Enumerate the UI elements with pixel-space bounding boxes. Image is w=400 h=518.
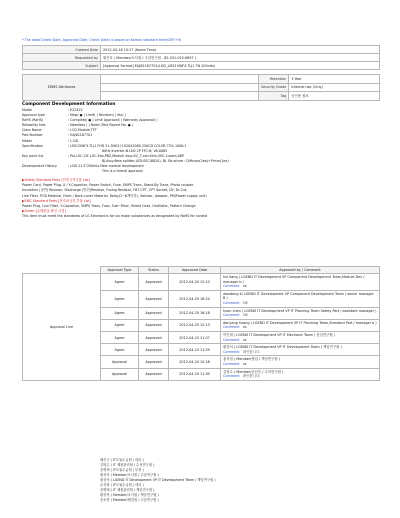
comment-line bbox=[223, 338, 377, 343]
approval-date-cell: 2012-04-23 11:07 bbox=[169, 331, 221, 343]
comment-line bbox=[223, 362, 377, 367]
keypoint-continuation: BLAssy:New splitter,LED:SSC(8820), BL Structure : Diffuser(2ea)+Prism(1ea) bbox=[102, 158, 229, 163]
history-value: : LGD 21.5"200nits New module development bbox=[68, 164, 144, 169]
approver-name: danyang huang ( LGEND IT Development VP IT Planning Team,Standard Part / manager b ) bbox=[223, 320, 377, 325]
safety-parts-list bbox=[22, 183, 380, 198]
component-field-value: : E2242C bbox=[68, 108, 83, 112]
document-header-table bbox=[22, 45, 380, 70]
approver-list bbox=[100, 458, 216, 503]
approval-comment-cell bbox=[221, 290, 380, 307]
approver-name: 이인재 ( LGEND IT Development VP IT Mechanic Team / 선임연구원 ) bbox=[223, 332, 336, 337]
comment-label: Comment bbox=[223, 325, 240, 330]
approval-status-cell: Approved bbox=[139, 331, 169, 343]
edms-attributes-table bbox=[22, 74, 380, 101]
approval-type-cell: Agree bbox=[101, 344, 139, 356]
approval-status-cell: Approved bbox=[139, 319, 169, 331]
approval-comment-cell bbox=[221, 307, 380, 319]
component-field-label: RoHS (RoHS) bbox=[22, 118, 44, 123]
comment-value: ok bbox=[242, 361, 247, 366]
approver-name: wandeng li( LGEND IT Development VP Component Development Team / senior manager B ) bbox=[223, 291, 374, 301]
keypoint-value: : Pol,LGC,CIF,LGC,Fob,PBZ,Module Assy:SC_T-con:Shin,SHC Lusem,08P bbox=[68, 153, 184, 158]
approval-comment-cell bbox=[221, 274, 380, 291]
comment-value: 확인합니다. bbox=[242, 374, 261, 379]
comment-label: Comment bbox=[223, 361, 240, 366]
approved-date-header: Approved Date bbox=[169, 267, 221, 274]
component-field-value: : LM215WF4-TLJ1 FHD 21.5INCH 1920X1080 250CD COLOR 72% 1000:1 bbox=[68, 143, 187, 148]
approver-name: 김영수 ( Member/공산부 / 수석연구원 ) bbox=[223, 369, 284, 374]
approval-comment-cell bbox=[221, 319, 380, 331]
approval-type-cell: Approval bbox=[101, 356, 139, 368]
approval-status-cell: Approved bbox=[139, 344, 169, 356]
approval-table bbox=[22, 266, 380, 381]
emc-parts-line: Power Plug, Line Filter, Y-Capacitor, SMPS Trans, Fuse, Sub~Filter, Shield Case, Oscillator, Pattern Change bbox=[22, 203, 196, 208]
component-field-label: Reliability test bbox=[22, 123, 46, 128]
approver-entry: 송병택 ( IT모듈수급팀 / 부장 ) bbox=[100, 468, 144, 472]
comment-label: Comment bbox=[223, 374, 240, 379]
approver-entry: 손선화 ( IT모듈수급팀 / 대리 ) bbox=[100, 483, 144, 487]
component-field-value: : L.GD bbox=[68, 138, 79, 143]
approval-type-cell: Agree bbox=[101, 290, 139, 307]
retention-label: Retention bbox=[259, 75, 289, 84]
approval-rows bbox=[23, 274, 380, 381]
requested-by-label: Requested by bbox=[23, 54, 101, 62]
approval-line-label: Approval Line bbox=[23, 274, 101, 381]
edms-attributes-label: EDMS Attributes bbox=[23, 75, 101, 101]
retention-value: 3 Year bbox=[289, 75, 380, 84]
approver-entry: 송조현 ( Member/협업팀 / 주임연구원 ) bbox=[100, 498, 159, 502]
component-field-label: Maker bbox=[22, 138, 33, 143]
comment-label: Comment bbox=[223, 284, 240, 289]
created-date-label: Created Date bbox=[23, 46, 101, 54]
comment-value: ok bbox=[242, 284, 247, 289]
component-field-label: Model bbox=[22, 108, 32, 112]
approval-date-cell: 2012-04-20 16:24 bbox=[169, 290, 221, 307]
comment-label: Comment bbox=[223, 300, 240, 305]
approver-entry: 황상석 ( Member/오사원 / 책임연구원 ) bbox=[100, 493, 159, 497]
approval-type-cell: Approval bbox=[101, 368, 139, 380]
approver-name: 홍석철 ( Member/협업 / 책임연구원 ) bbox=[223, 357, 281, 362]
approval-status-cell: Approved bbox=[139, 274, 169, 291]
security-grade-value: Internal use (Only) bbox=[289, 83, 380, 92]
approval-type-cell: Agree bbox=[101, 274, 139, 291]
approval-date-cell: 2012-04-20 12:10 bbox=[169, 274, 221, 291]
approval-date-cell: 2012-04-24 10:28 bbox=[169, 356, 221, 368]
approval-comment-cell bbox=[221, 368, 380, 380]
green-line: This item must meet the standards of LG Electronics for six major substances as designated by RoHS for control bbox=[22, 213, 208, 218]
green-list bbox=[22, 214, 380, 219]
approval-row bbox=[23, 274, 380, 291]
approver-entry: 송병택 ( IT 제품관리팀 / 책임연구원 ) bbox=[100, 488, 155, 492]
component-info-rows bbox=[22, 108, 380, 149]
comment-value: OK bbox=[242, 313, 248, 318]
comment-line bbox=[223, 325, 377, 330]
approver-name: 황상석 ( LGEND IT Development VP IT Development Team / 책임연구원 ) bbox=[223, 345, 342, 350]
history-continuation: This is a formal approval bbox=[102, 169, 143, 174]
tag-value: 승인용 원료 bbox=[289, 92, 380, 101]
keypoint-label: Key point list bbox=[22, 153, 44, 158]
component-field-value: : New( ● ) Limit( ) Revision( ) etc( ) bbox=[68, 113, 126, 118]
approval-comment-cell bbox=[221, 356, 380, 368]
safety-parts-line: Line Filter, PCB Material, Front / Back-cover Material, Relay(1~8개이하), Varistor, Adaptor, PM(Power supply unit) bbox=[22, 193, 207, 198]
component-field-label: Part Number bbox=[22, 133, 43, 138]
approval-status-cell: Approved bbox=[139, 356, 169, 368]
approver-entry: 배은주 ( IT모듈수급팀 / 대리 ) bbox=[100, 458, 144, 462]
approver-name: hui kang ( LGEND IT Development VP Component Development Team,Module Dev / manager b ) bbox=[223, 275, 365, 284]
comment-value: OK bbox=[242, 300, 248, 305]
approval-date-cell: 2012-04-20 12:13 bbox=[169, 319, 221, 331]
approver-entry: 김영수 ( IT 제품관리팀 / 수석연구원 ) bbox=[100, 463, 155, 467]
component-field-value: : Needless ( ) Need (Test Report No. ● ) bbox=[68, 123, 134, 128]
approval-type-cell: Agree bbox=[101, 307, 139, 319]
approval-date-cell: 2012-04-20 16:18 bbox=[169, 307, 221, 319]
safety-parts-line: Insulation (절연) Resistor, Discharge (방전)Resistor, Fusing Resistor, FBT,CPT, CPT Socket, DY, Dr-Cut, bbox=[22, 188, 188, 193]
approval-status-cell: Approved bbox=[139, 307, 169, 319]
comment-line bbox=[223, 284, 377, 289]
approval-comment-cell bbox=[221, 344, 380, 356]
subject-value: [Approval Format] EAJ62167701(LGD_LM215WF4-TLJ1 TN 200nits) bbox=[101, 62, 380, 70]
component-info-title: Component Development Information bbox=[22, 102, 116, 107]
approval-date-cell: 2012-04-23 11:59 bbox=[169, 344, 221, 356]
approver-entry: 황상석 ( LGEND IT Development VP IT Development Team / 책임연구원 ) bbox=[100, 478, 216, 482]
comment-value: 확인합니다. bbox=[242, 349, 261, 354]
component-field-value: : Complete( ● ) Limit Approval( ) Warranty Approval( ) bbox=[68, 118, 158, 123]
component-info-section bbox=[22, 102, 380, 219]
timezone-notice: * The date(Create Date, Approved Date, Check Date) is based on Korean standard time(GMT+9) bbox=[22, 38, 182, 42]
comment-line bbox=[223, 301, 377, 306]
history-label: Development History bbox=[22, 164, 57, 169]
status-header: Status bbox=[139, 267, 169, 274]
approval-comment-cell bbox=[221, 331, 380, 343]
comment-value: ok bbox=[242, 337, 247, 342]
approver-name: huan chen ( LGEND IT Development VP IT Planning Team Safety Part / assistant manager ) bbox=[223, 308, 377, 313]
approval-status-cell: Approved bbox=[139, 290, 169, 307]
component-field-label: Specification bbox=[22, 143, 44, 148]
green-title: ▶Green [유해물질 확인 시험] bbox=[22, 208, 66, 213]
specification-continuation: 60Hz Inverter:N LED 2P FFC:N, VA:0085 bbox=[102, 148, 168, 153]
component-field-value: : EAJ62167701 bbox=[68, 133, 93, 138]
safety-parts-line: Power Cord, Power Plug, X / Y-Capacitor, Power Switch, Fuse, SMPS Trans, Stand-By Trans, Photo coupler, bbox=[22, 183, 195, 188]
approval-type-header: Approval Type bbox=[101, 267, 139, 274]
comment-line bbox=[223, 350, 377, 355]
comment-label: Comment bbox=[223, 349, 240, 354]
approval-status-cell: Approved bbox=[139, 368, 169, 380]
comment-line bbox=[223, 313, 377, 318]
comment-line bbox=[223, 374, 377, 379]
emc-parts-title: ▶EMC Standard Parts [전자파규격 부품 List] bbox=[22, 198, 91, 203]
approval-type-cell: Agree bbox=[101, 331, 139, 343]
created-date-value: 2012-04-18 15:27 (Korea Time) bbox=[101, 46, 380, 54]
comment-label: Comment bbox=[223, 337, 240, 342]
approver-entry: 황상석 ( Member/오사원 / 주임연구원 ) bbox=[100, 473, 159, 477]
comment-value: ok bbox=[242, 325, 247, 330]
safety-parts-title: ▶Safety Standard Parts [안전규격부품 List] bbox=[22, 178, 90, 183]
security-grade-label: Security Grade bbox=[259, 83, 289, 92]
comment-label: Comment bbox=[223, 313, 240, 318]
component-field-value: : LCD,Module,TFT bbox=[68, 128, 97, 133]
component-field-label: Class Name bbox=[22, 128, 42, 133]
subject-label: Subject bbox=[23, 62, 101, 70]
requested-by-value: 황은호 ( Member/오사원 / 주임연구원 , 82-031-010-6897 ) bbox=[101, 54, 380, 62]
approved-by-header: Approved by / Comment bbox=[221, 267, 380, 274]
approval-type-cell: Agree bbox=[101, 319, 139, 331]
approval-date-cell: 2012-04-24 11:30 bbox=[169, 368, 221, 380]
component-field-label: Approval type bbox=[22, 113, 46, 118]
tag-label: Tag bbox=[259, 92, 289, 101]
